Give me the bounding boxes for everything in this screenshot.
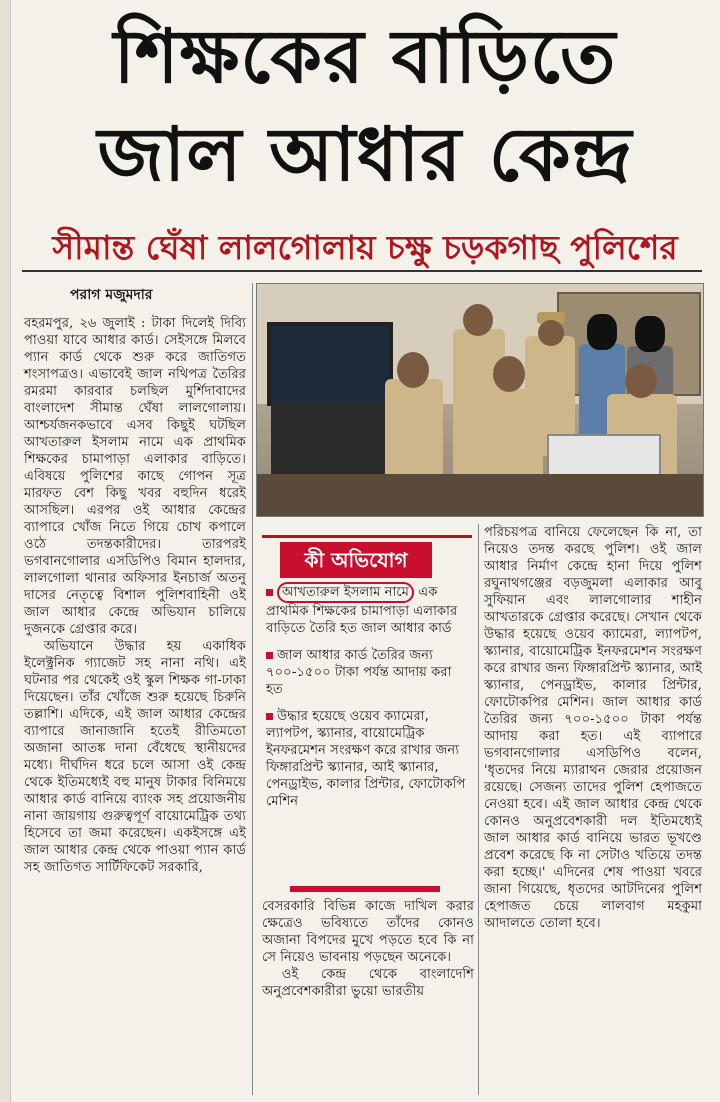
- photo-monitor: [267, 322, 393, 406]
- column-divider-2: [478, 524, 479, 1095]
- headline-rule: [22, 270, 702, 272]
- column-1-paragraph-2: অভিযানে উদ্ধার হয় একাধিক ইলেক্ট্রনিক গ্যাজেট সহ নানা নথি। এই ঘটনার পর থেকেই ওই স্কুল শিক্ষক গা-ঢাকা দিয়েছেন। তাঁর খোঁজে শুরু হয়েছে চিরুনি তল্লাশি। এদিকে, এই জাল আধার কেন্দ্রের ব্যাপারে জানাজানি হতেই রীতিমতো অজানা আতঙ্ক দানা বেঁধেছে স্থানীয়দের মধ্যে। দীর্ঘদিন ধরে চলে আসা ওই কেন্দ্র থেকে ইতিমধ্যেই বহু মানুষ টাকার বিনিময়ে আধার কার্ড বানিয়ে ব্যাংক সহ প্রয়োজনীয় নানা জায়গায় গুরুত্বপূর্ণ বায়োমেট্রিক তথ্য হিসেবে তা জমা করেছেন। একইসঙ্গে এই জাল আধার কেন্দ্র থেকে পাওয়া প্যান কার্ড সহ জাতিগত সার্টিফিকেট সরকারি,: [24, 639, 246, 875]
- photo-officer-5-head: [625, 364, 657, 398]
- bullet-square-icon: [266, 652, 273, 659]
- news-photo: [256, 283, 704, 517]
- photo-officer-3-head: [493, 356, 525, 392]
- allegation-box-end-bar: [290, 886, 440, 892]
- subheadline: সীমান্ত ঘেঁষা লালগোলায় চক্ষু চড়কগাছ পুলিশের: [52, 228, 678, 267]
- allegation-box-title: কী অভিযোগ: [280, 542, 432, 578]
- photo-officer-2-head: [463, 304, 493, 336]
- page-edge: [0, 0, 11, 1102]
- column-2-paragraph-1: বেসরকারি বিভিন্ন কাজে দাখিল করার ক্ষেত্রেও ভবিষ্যতে তাঁদের কোনও অজানা বিপদের মুখে পড়তে হবে কি না সে নিয়েও ভাবনায় পড়ছেন অনেকে।: [262, 899, 474, 965]
- allegation-item-2: [266, 647, 468, 698]
- byline: পরাগ মজুমদার: [70, 287, 153, 303]
- column-divider-1: [252, 283, 253, 1095]
- photo-accused-1-mask: [587, 314, 617, 350]
- column-1-paragraph-1: বহরমপুর, ২৬ জুলাই : টাকা দিলেই দিব্যি পাওয়া যাবে আধার কার্ড। সেইসঙ্গে মিলবে প্যান কার্ড থেকে শুরু করে জাতিগত শংসাপত্রও। এভাবেই জাল নথিপত্র তৈরির রমরমা কারবার চলছিল মুর্শিদাবাদের বাংলাদেশ সীমান্ত ঘেঁষা লালগোলায়। আশ্চর্যজনকভাবে এসব কিছুই ঘটছিল আখতারুল ইসলাম নামে এক প্রাথমিক শিক্ষকের চামাপাড়া এলাকার বাড়িতে। এবিষয়ে পুলিশের কাছে গোপন সূত্র মারফত বেশ কিছু খবর বহুদিন ধরেই আসছিল। এরপর ওই আধার কেন্দ্রের ব্যাপারে খোঁজ নিতে গিয়ে চোখ কপালে ওঠে তদন্তকারীদের। তারপরই ভগবানগোলার এসডিপিও বিমান হালদার, লালগোলা থানার অফিসার ইনচার্জ অতনু দাসের নেতৃত্বে বিশাল পুলিশবাহিনী ওই জাল আধার কেন্দ্রে অভিযান চালিয়ে দুজনকে গ্রেপ্তার করে।: [24, 316, 246, 637]
- photo-officer-1: [385, 379, 443, 479]
- photo-officer-4-head: [538, 320, 564, 346]
- article-column-3: [484, 524, 702, 932]
- allegation-item-1-text: এক প্রাথমিক শিক্ষকের চামাপাড়া এলাকার বাড়িতে তৈরি হত জাল আধার কার্ড: [266, 585, 458, 636]
- column-2-paragraph-2: ওই কেন্দ্র থেকে বাংলাদেশি অনুপ্রবেশকারীরা ভুয়ো ভারতীয়: [262, 967, 474, 999]
- bullet-square-icon: [266, 589, 273, 596]
- headline-line-2: জাল আধার কেন্দ্র: [97, 112, 633, 198]
- bullet-square-icon: [266, 713, 273, 720]
- allegation-item-3-text: উদ্ধার হয়েছে ওয়েব ক্যামেরা, ল্যাপটপ, স্ক্যানার, বায়োমেট্রিক ইনফরমেশন সংরক্ষণ করে রাখার জন্য ফিঙ্গারপ্রিন্ট স্ক্যানার, আই স্ক্যানার, পেনড্রাইভ, কালার প্রিন্টার, ফোটোকপি মেশিন: [266, 709, 466, 809]
- allegation-box-body: [266, 582, 468, 820]
- column-3-paragraph-1: পরিচয়পত্র বানিয়ে ফেলেছেন কি না, তা নিয়েও তদন্ত করছে পুলিশ। ওই জাল আধার নির্মাণ কেন্দ্রে হানা দিয়ে পুলিশ রঘুনাথগঞ্জের বড়জুমলা এলাকার আবু সুফিয়ান এবং লালগোলার শাহীন আখতারকে গ্রেপ্তার করেছে। সেখান থেকে উদ্ধার হয়েছে ওয়েব ক্যামেরা, ল্যাপটপ, স্ক্যানার, বায়োমেট্রিক ইনফরমেশন সংরক্ষণ করে রাখার জন্য ফিঙ্গারপ্রিন্ট স্ক্যানার, আই স্ক্যানার, পেনড্রাইভ, কালার প্রিন্টার, ফোটোকপির মেশিন। জাল আধার কার্ড তৈরির জন্য ৭০০-১৫০০ টাকা পর্যন্ত আদায় করা হত। এই ব্যাপারে ভগবানগোলার এসডিপিও বলেন, 'ধৃতদের নিয়ে ম্যারাথন জেরার প্রয়োজন রয়েছে। সেজন্য তাদের পুলিশ হেপাজতে নেওয়া হবে। এই জাল আধার কেন্দ্র থেকে কোনও অনুপ্রবেশকারী দল ইতিমধ্যেই জাল আধার কার্ড বানিয়ে ভারত ভূখণ্ডে প্রবেশ করেছে কি না সেটাও খতিয়ে তদন্ত করা হচ্ছে।' এদিনের শেষ পাওয়া খবরে জানা গিয়েছে, ধৃতদের আটদিনের পুলিশ হেপাজত চেয়ে লালবাগ মহকুমা আদালতে তোলা হবে।: [484, 525, 702, 931]
- article-column-1: [24, 315, 246, 876]
- allegation-item-1-circled: আখতারুল ইসলাম নামে: [277, 582, 414, 603]
- allegation-item-1: [266, 582, 468, 637]
- photo-table: [257, 474, 703, 516]
- photo-officer-1-head: [397, 352, 429, 388]
- photo-accused-2-mask: [635, 316, 665, 352]
- allegation-item-2-text: জাল আধার কার্ড তৈরির জন্য ৭০০-১৫০০ টাকা পর্যন্ত আদায় করা হত: [266, 648, 452, 697]
- article-column-2-bottom: [262, 898, 474, 1000]
- headline-line-1: শিক্ষকের বাড়িতে: [113, 14, 617, 100]
- allegation-item-3: [266, 708, 468, 810]
- allegation-box: [262, 535, 472, 888]
